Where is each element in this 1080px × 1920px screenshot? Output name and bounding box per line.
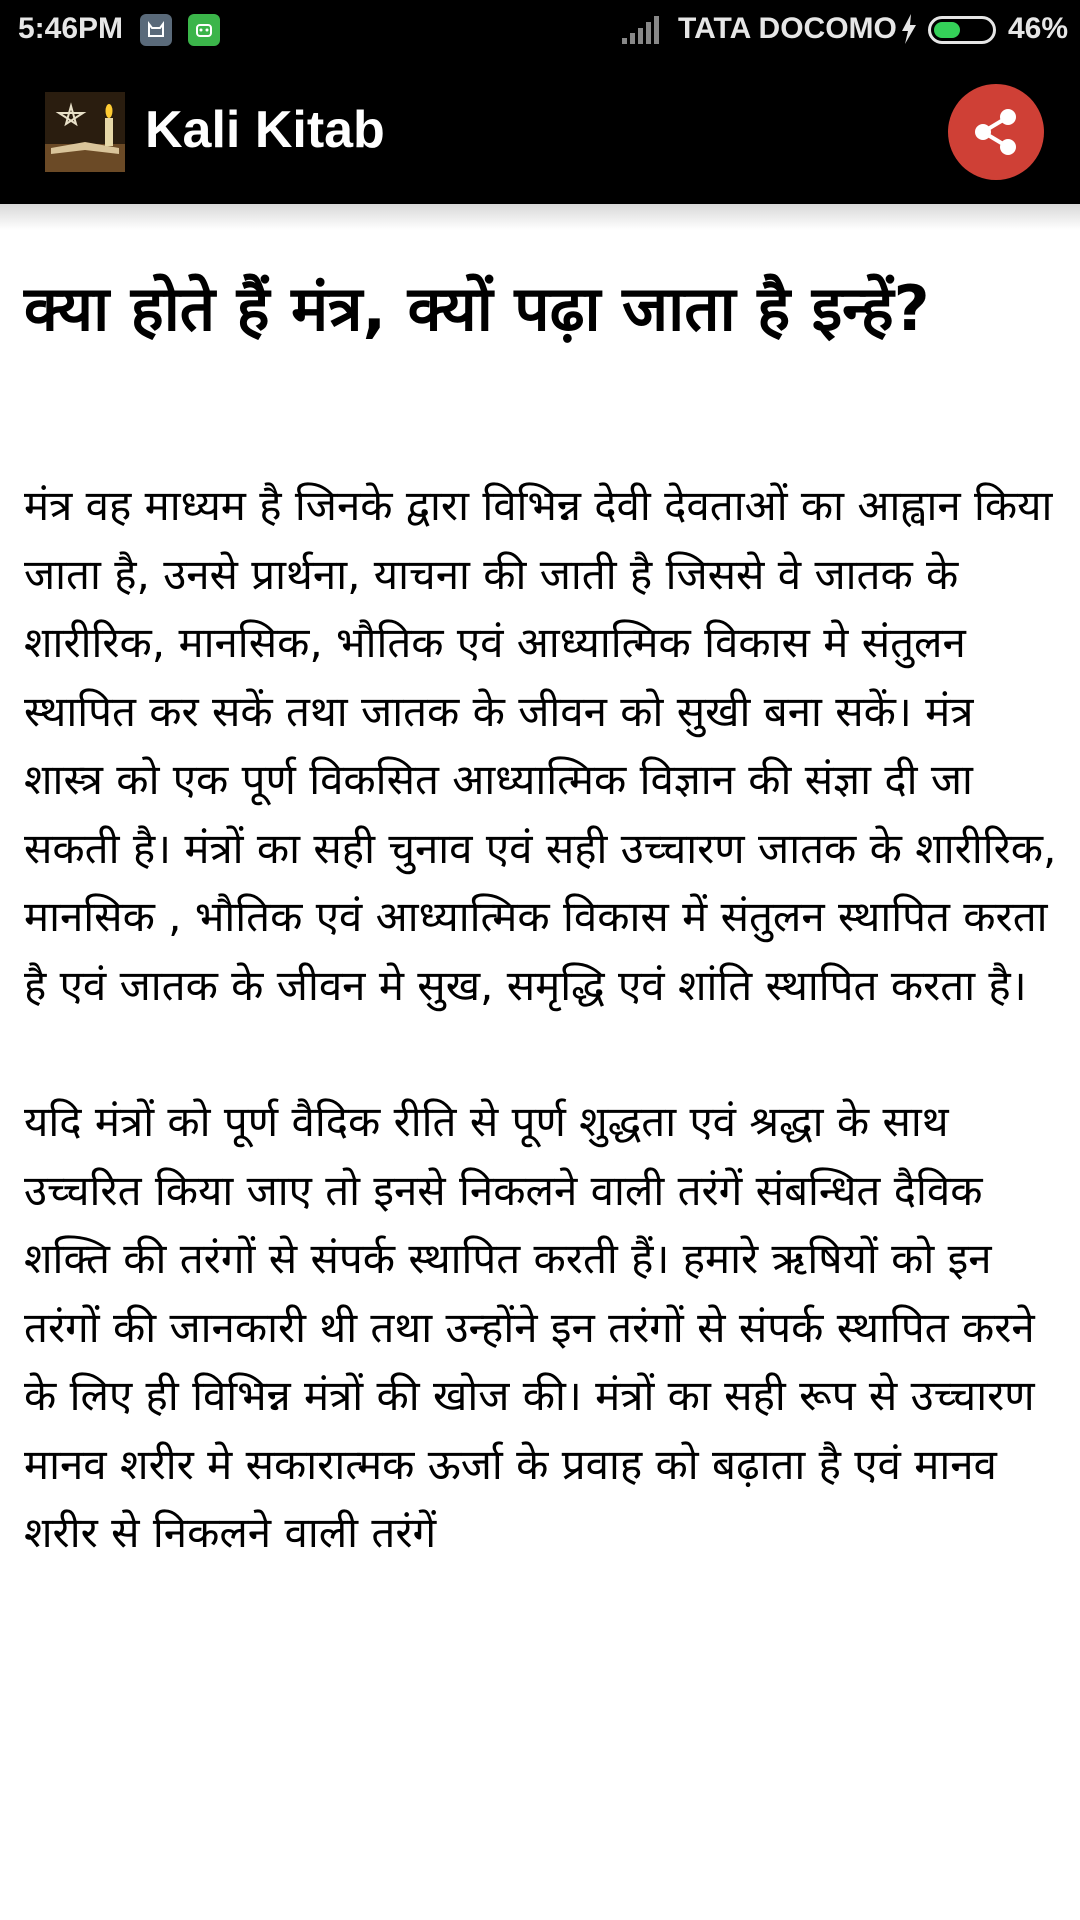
status-time: 5:46PM bbox=[18, 12, 124, 45]
app-bar-shadow bbox=[0, 204, 1080, 230]
app-title: Kali Kitab bbox=[145, 101, 385, 159]
share-icon bbox=[970, 106, 1022, 158]
battery-icon bbox=[928, 16, 996, 44]
carrier-name: TATA DOCOMO bbox=[678, 12, 897, 45]
battery-fill bbox=[934, 22, 960, 38]
article-paragraph: मंत्र वह माध्यम है जिनके द्वारा विभिन्न देवी देवताओं का आह्वान किया जाता है, उनसे प्रार्थना, याचना की जाती है जिससे वे जातक के शारीरिक, मानसिक, भौतिक एवं आध्यात्मिक विकास मे संतुलन स्थापित कर सकें तथा जातक के जीवन को सुखी बना सकें। मंत्र शास्त्र को एक पूर्ण विकसित आध्यात्मिक विज्ञान की संज्ञा दी जा सकती है। मंत्रों का सही चुनाव एवं सही उच्चारण जातक के शारीरिक, मानसिक , भौतिक एवं आध्यात्मिक विकास में संतुलन स्थापित करता है एवं जातक के जीवन मे सुख, समृद्धि एवं शांति स्थापित करता है। bbox=[24, 481, 1057, 1010]
app-bar bbox=[0, 60, 1080, 204]
cat-notification-icon bbox=[140, 14, 172, 46]
battery-percent: 46% bbox=[1008, 12, 1069, 45]
signal-icon bbox=[622, 16, 662, 48]
article-paragraph: यदि मंत्रों को पूर्ण वैदिक रीति से पूर्ण शुद्धता एवं श्रद्धा के साथ उच्चरित किया जाए तो इनसे निकलने वाली तरंगें संबन्धित दैविक शक्ति की तरंगों से संपर्क स्थापित करती हैं। हमारे ऋषियों को इन तरंगों की जानकारी थी तथा उन्होंने इन तरंगों से संपर्क स्थापित करने के लिए ही विभिन्न मंत्रों की खोज की। मंत्रों का सही रूप से उच्चारण मानव शरीर मे सकारात्मक ऊर्जा के प्रवाह को बढ़ाता है एवं मानव शरीर से निकलने वाली तरंगें bbox=[24, 1097, 1035, 1557]
share-button[interactable] bbox=[948, 84, 1044, 180]
pentagram-candle-icon bbox=[45, 92, 125, 172]
article-content bbox=[24, 262, 1064, 1568]
charging-icon bbox=[900, 14, 918, 48]
android-notification-icon bbox=[188, 14, 220, 46]
status-bar bbox=[0, 0, 1080, 60]
article-title: क्या होते हैं मंत्र, क्यों पढ़ा जाता है इन्हें? bbox=[24, 272, 930, 345]
